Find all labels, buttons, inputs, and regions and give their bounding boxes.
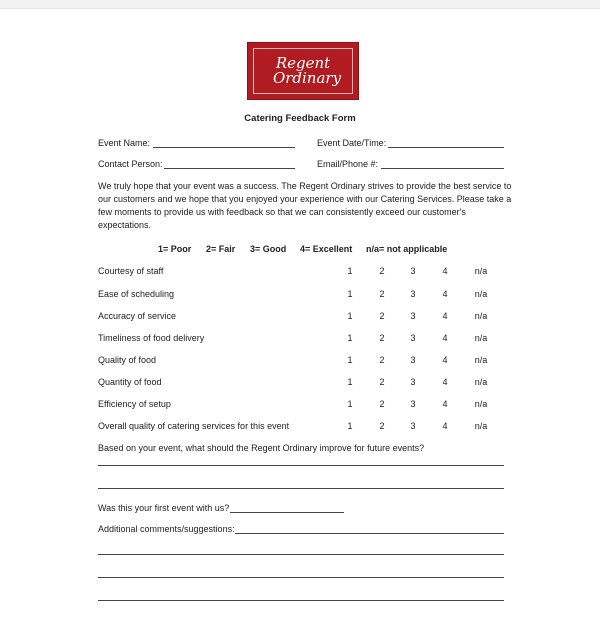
rating-option[interactable]: 1 (347, 266, 353, 276)
scale-good: 3= Good (250, 244, 287, 254)
comments-label: Additional comments/suggestions: (98, 524, 235, 534)
rating-option[interactable]: 2 (379, 421, 385, 431)
rating-option[interactable]: 4 (442, 421, 448, 431)
intro-line: few moments to provide us with feedback so that we can consistently exceed our customer's (98, 207, 466, 217)
criteria-label: Overall quality of catering services for this event (98, 421, 290, 431)
improve-answer-line[interactable] (98, 488, 504, 489)
intro-line: We truly hope that your event was a success. The Regent Ordinary strives to provide the best service to (98, 181, 512, 191)
logo-line-2: Ordinary (272, 69, 342, 87)
rating-option[interactable]: 2 (379, 311, 385, 321)
scale-excellent: 4= Excellent (300, 244, 353, 254)
criteria-label: Ease of scheduling (98, 289, 175, 299)
rating-option[interactable]: n/a (474, 421, 488, 431)
rating-option[interactable]: 2 (379, 333, 385, 343)
scale-not-applicable: n/a= not applicable (366, 244, 448, 254)
rating-option[interactable]: 3 (410, 289, 416, 299)
rating-option[interactable]: n/a (474, 266, 488, 276)
rating-option[interactable]: 3 (410, 333, 416, 343)
rating-option[interactable]: n/a (474, 355, 488, 365)
scale-poor: 1= Poor (158, 244, 192, 254)
rating-option[interactable]: 4 (442, 289, 448, 299)
rating-option[interactable]: 4 (442, 355, 448, 365)
first-event-answer-line[interactable] (230, 512, 344, 513)
rating-option[interactable]: 1 (347, 421, 353, 431)
rating-option[interactable]: 2 (379, 399, 385, 409)
criteria-label: Efficiency of setup (98, 399, 171, 409)
comments-line[interactable] (98, 554, 504, 555)
email-phone-label: Email/Phone #: (317, 159, 379, 169)
intro-line: expectations. (98, 220, 152, 230)
rating-option[interactable]: 4 (442, 377, 448, 387)
event-date-time-label: Event Date/Time: (317, 138, 387, 148)
event-name-label: Event Name: (98, 138, 151, 148)
criteria-label: Timeliness of food delivery (98, 333, 205, 343)
rating-option[interactable]: 3 (410, 421, 416, 431)
regent-ordinary-logo (247, 42, 359, 100)
rating-option[interactable]: 4 (442, 399, 448, 409)
rating-option[interactable]: 3 (410, 377, 416, 387)
improve-question: Based on your event, what should the Regent Ordinary improve for future events? (98, 443, 425, 453)
comments-line[interactable] (235, 533, 504, 534)
rating-option[interactable]: 2 (379, 289, 385, 299)
rating-option[interactable]: 3 (410, 311, 416, 321)
intro-line: our customers and we hope that you enjoyed your experience with our Catering Services. Please take a (98, 194, 512, 204)
logo-line-1: Regent (275, 54, 331, 72)
rating-option[interactable]: 3 (410, 355, 416, 365)
criteria-label: Quality of food (98, 355, 157, 365)
first-event-question: Was this your first event with us? (98, 503, 230, 513)
rating-option[interactable]: 1 (347, 333, 353, 343)
criteria-label: Accuracy of service (98, 311, 177, 321)
rating-option[interactable]: 3 (410, 399, 416, 409)
rating-option[interactable]: 4 (442, 311, 448, 321)
scale-fair: 2= Fair (206, 244, 236, 254)
improve-answer-line[interactable] (98, 465, 504, 466)
rating-option[interactable]: n/a (474, 311, 488, 321)
rating-option[interactable]: n/a (474, 289, 488, 299)
page-top-bar (0, 0, 600, 9)
rating-option[interactable]: n/a (474, 377, 488, 387)
rating-option[interactable]: 2 (379, 355, 385, 365)
contact-person-line[interactable] (164, 168, 295, 169)
event-date-time-line[interactable] (388, 147, 504, 148)
intro-paragraph (98, 180, 512, 232)
rating-option[interactable]: 4 (442, 333, 448, 343)
rating-option[interactable]: 2 (379, 266, 385, 276)
rating-option[interactable]: 4 (442, 266, 448, 276)
rating-option[interactable]: 1 (347, 399, 353, 409)
rating-option[interactable]: 1 (347, 289, 353, 299)
rating-option[interactable]: 1 (347, 355, 353, 365)
rating-option[interactable]: 3 (410, 266, 416, 276)
rating-option[interactable]: n/a (474, 399, 488, 409)
comments-line[interactable] (98, 600, 504, 601)
logo-frame (253, 48, 353, 94)
criteria-label: Courtesy of staff (98, 266, 164, 276)
event-name-line[interactable] (153, 147, 295, 148)
rating-option[interactable]: 1 (347, 311, 353, 321)
form-title: Catering Feedback Form (244, 113, 356, 124)
rating-option[interactable]: 2 (379, 377, 385, 387)
criteria-label: Quantity of food (98, 377, 162, 387)
rating-option[interactable]: n/a (474, 333, 488, 343)
rating-option[interactable]: 1 (347, 377, 353, 387)
email-phone-line[interactable] (381, 168, 504, 169)
contact-person-label: Contact Person: (98, 159, 163, 169)
comments-line[interactable] (98, 577, 504, 578)
